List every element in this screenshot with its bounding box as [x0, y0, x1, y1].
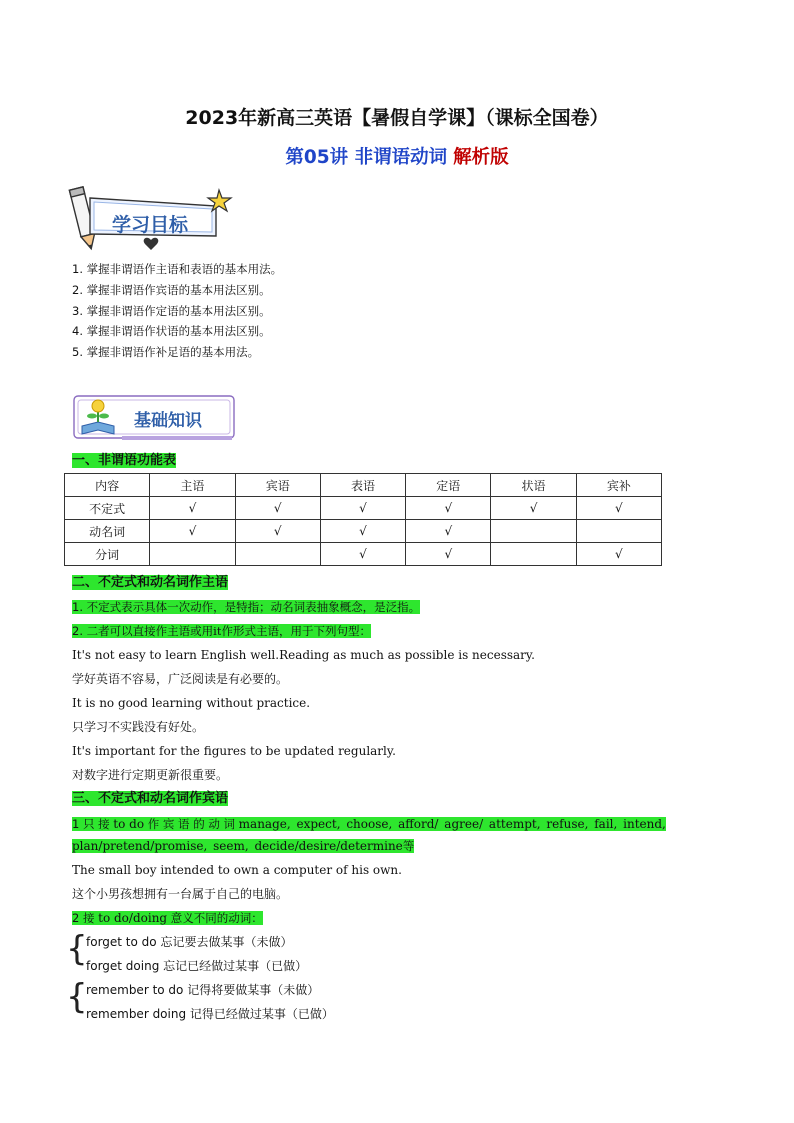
table-header-row — [65, 474, 662, 497]
table-cell: √ — [576, 497, 661, 520]
document-title: 2023年新高三英语【暑假自学课】（课标全国卷） — [185, 107, 609, 129]
function-table — [64, 473, 662, 566]
rule-point-todo: to do — [113, 817, 145, 831]
list-item: 4. 掌握非谓语作状语的基本用法区别。 — [72, 324, 271, 339]
table-cell: 不定式 — [65, 497, 150, 520]
basic-knowledge-badge — [72, 392, 242, 444]
verb-contrast-item: remember doing 记得已经做过某事（已做） — [86, 1007, 334, 1021]
lesson-title — [0, 143, 794, 169]
example-english: It is no good learning without practice. — [72, 696, 311, 710]
verb-contrast-item: remember to do 记得将要做某事（未做） — [86, 983, 320, 997]
table-header-cell: 宾补 — [576, 474, 661, 497]
table-cell: √ — [320, 497, 405, 520]
basic-knowledge-label: 基础知识 — [134, 411, 202, 431]
section-heading — [72, 574, 228, 592]
table-cell: √ — [320, 520, 405, 543]
verb-list: manage, expect, choose, afford/ agree/ attempt, refuse, fail, intend, plan/pretend/promise, seem, decide/desire/determine — [72, 817, 666, 853]
section-heading-text: 一、非谓语功能表 — [72, 453, 177, 468]
table-cell — [491, 543, 576, 566]
rule-point — [72, 622, 371, 640]
table-cell: √ — [235, 520, 320, 543]
learning-goals-label: 学习目标 — [112, 214, 189, 236]
goals-list — [72, 259, 282, 363]
example-chinese: 只学习不实践没有好处。 — [72, 720, 205, 734]
table-cell — [576, 520, 661, 543]
table-cell: √ — [406, 497, 491, 520]
table-row — [65, 520, 662, 543]
table-cell: √ — [150, 497, 235, 520]
table-cell: √ — [576, 543, 661, 566]
example-chinese: 这个小男孩想拥有一台属于自己的电脑。 — [72, 887, 289, 901]
rule-point-text: 2. 二者可以直接作主语或用 — [72, 624, 214, 638]
brace-icon: { — [66, 977, 88, 1017]
table-header-cell: 定语 — [406, 474, 491, 497]
brace-icon: { — [66, 929, 88, 969]
table-header-cell: 主语 — [150, 474, 235, 497]
table-cell: √ — [150, 520, 235, 543]
rule-point-text: 1. 不定式表示具体一次动作，是特指；动名词表抽象概念，是泛指。 — [72, 600, 421, 614]
list-item: 2. 掌握非谓语作宾语的基本用法区别。 — [72, 282, 271, 297]
table-cell: 动名词 — [65, 520, 150, 543]
rule-point-text: 作形式主语，用于下列句型： — [221, 624, 371, 638]
rule-point-it: it — [213, 624, 222, 638]
rule-point-text: 等 — [402, 839, 415, 853]
table-row — [65, 543, 662, 566]
table-cell: √ — [235, 497, 320, 520]
learning-goals-badge — [66, 180, 236, 252]
table-cell — [150, 543, 235, 566]
table-header-cell: 状语 — [491, 474, 576, 497]
section-heading — [72, 790, 228, 808]
rule-point — [72, 909, 263, 927]
rule-point-text: 意义不同的动词： — [167, 911, 263, 925]
section-heading-text: 三、不定式和动名词作宾语 — [72, 791, 229, 806]
table-cell — [235, 543, 320, 566]
list-item: 3. 掌握非谓语作定语的基本用法区别。 — [72, 303, 271, 318]
table-header-cell: 内容 — [65, 474, 150, 497]
table-row — [65, 497, 662, 520]
table-cell — [491, 520, 576, 543]
example-english: It's not easy to learn English well.Reading as much as possible is necessary. — [72, 648, 535, 662]
table-cell: √ — [406, 520, 491, 543]
lesson-title-main: 第05讲 非谓语动词 — [285, 147, 448, 168]
lesson-title-version: 解析版 — [453, 147, 509, 168]
rule-point-todo: to do/doing — [98, 911, 168, 925]
section-heading-text: 二、不定式和动名词作主语 — [72, 575, 229, 590]
table-header-cell: 表语 — [320, 474, 405, 497]
example-chinese: 学好英语不容易，广泛阅读是有必要的。 — [72, 672, 289, 686]
table-cell: √ — [491, 497, 576, 520]
list-item: 5. 掌握非谓语作补足语的基本用法。 — [72, 345, 260, 360]
example-english: It's important for the figures to be updated regularly. — [72, 744, 396, 758]
rule-point — [72, 813, 724, 857]
section-heading — [72, 452, 176, 470]
verb-contrast-item: forget doing 忘记已经做过某事（已做） — [86, 959, 308, 973]
rule-point — [72, 598, 420, 616]
list-item: 1. 掌握非谓语作主语和表语的基本用法。 — [72, 262, 283, 276]
verb-contrast-item: forget to do 忘记要去做某事（未做） — [86, 935, 293, 949]
table-cell: √ — [406, 543, 491, 566]
example-chinese: 对数字进行定期更新很重要。 — [72, 768, 229, 782]
table-header-cell: 宾语 — [235, 474, 320, 497]
example-english: The small boy intended to own a computer of his own. — [72, 863, 402, 877]
table-cell: √ — [320, 543, 405, 566]
rule-point-text: 2 接 — [72, 911, 99, 925]
rule-point-text: 1 只 接 — [72, 817, 114, 831]
table-cell: 分词 — [65, 543, 150, 566]
rule-point-text: 作 宾 语 的 动 词 — [144, 817, 239, 831]
